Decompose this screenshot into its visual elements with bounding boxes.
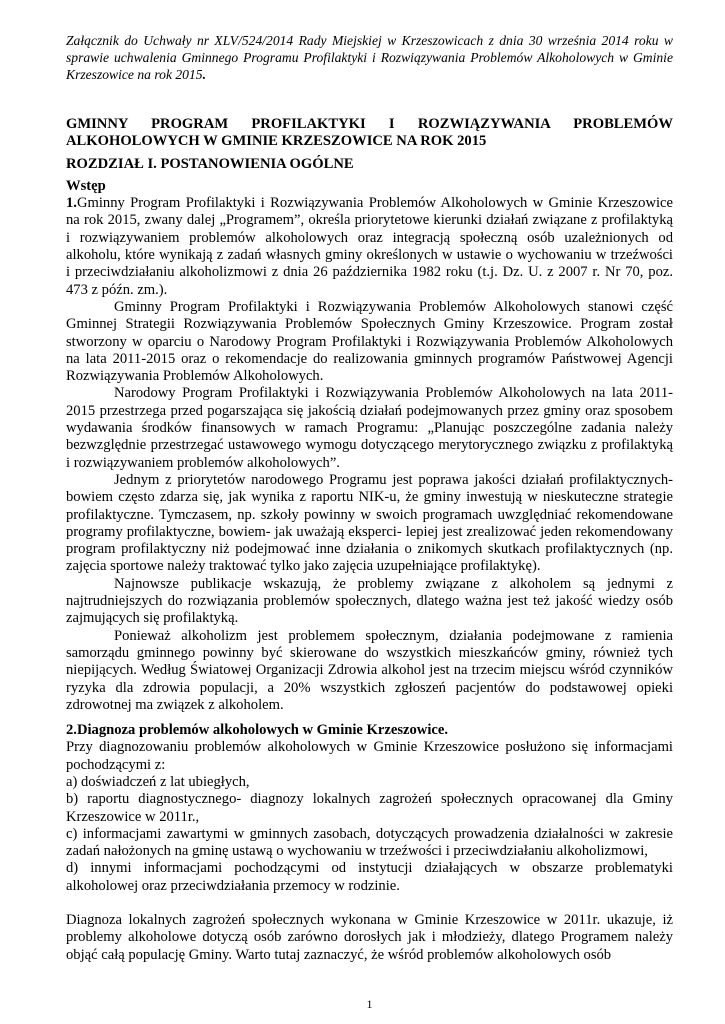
document-page [66,32,673,1018]
resolution-header-note: Załącznik do Uchwały nr XLV/524/2014 Rady Miejskiej w Krzeszowicach z dnia 30 września 2014 roku w sprawie uchwalenia Gminnego Programu Profilaktyki i Rozwiązywania Problemów Alkoholowych w Gminie Krzeszowice na rok 2015. [66,33,673,82]
chapter-heading: ROZDZIAŁ I. POSTANOWIENIA OGÓLNE [66,155,354,172]
intro-paragraph-2: Gminny Program Profilaktyki i Rozwiązywania Problemów Alkoholowych stanowi część Gminnej Strategii Rozwiązywania Problemów Społecznych Gminy Krzeszowice. Program został stworzony w oparciu o Narodowy Program Profilaktyki i Rozwiązywania Problemów Alkoholowych na lata 2011-2015 oraz o rekomendacje do realizowania gminnych programów Państwowej Agencji Rozwiązywania Problemów Alkoholowych. [66,298,673,385]
diagnosis-closing-paragraph: Diagnoza lokalnych zagrożeń społecznych wykonana w Gminie Krzeszowice w 2011r. ukazuje, iż problemy alkoholowe dotyczą osób zarówno dorosłych jak i młodzieży, dlatego Programem należy objąć całą populację Gminy. Warto tutaj zaznaczyć, że wśród problemów alkoholowych osób [66,912,673,963]
diagnosis-item-b: b) raportu diagnostycznego- diagnozy lokalnych zagrożeń społecznych opracowanej dla Gminy Krzeszowice w 2011r., [66,791,673,825]
diagnosis-item-a: a) doświadczeń z lat ubiegłych, [66,773,250,790]
intro-paragraph-4: Jednym z priorytetów narodowego Programu jest poprawa jakości działań profilaktycznych- bowiem często zdarza się, jak wynika z raportu NIK-u, że gminy inwestują w nieskuteczne strategie profilaktyczne. Tymczasem, np. szkoły powinny w swoich programach uwzględniać rekomendowane programy profilaktyczne, bowiem- jak uważają eksperci- lepiej jest zrealizować jeden rekomendowany program profilaktyczny niż podejmować inne działania o znikomych skutkach profilaktycznych (np. zajęcia sportowe należy traktować tylko jako zajęcia uzupełniające profilaktykę). [66,471,673,575]
intro-paragraph-1: 1.Gminny Program Profilaktyki i Rozwiązywania Problemów Alkoholowych w Gminie Krzeszowice na rok 2015, zwany dalej „Programem”, określa priorytetowe kierunki działań związane z profilaktyką i rozwiązywaniem problemów alkoholowych oraz integracją społeczną osób uzależnionych od alkoholu, które wynikają z zadań własnych gminy określonych w ustawie o wychowaniu w trzeźwości i przeciwdziałaniu alkoholizmowi z dnia 26 października 1982 roku (t.j. Dz. U. z 2007 r. Nr 70, poz. 473 z późn. zm.). [66,195,673,298]
page-number: 1 [366,997,373,1011]
diagnosis-item-d: d) innymi informacjami pochodzącymi od instytucji działających w obszarze problematyki alkoholowej oraz przeciwdziałania przemocy w rodzinie. [66,860,673,894]
intro-heading: Wstęp [66,177,106,194]
intro-paragraph-6: Ponieważ alkoholizm jest problemem społecznym, działania podejmowane z ramienia samorządu gminnego powinny być skierowane do wszystkich mieszkańców gminy, również tych niepijących. Według Światowej Organizacji Zdrowia alkohol jest na trzecim miejscu wśród czynników ryzyka dla zdrowia populacji, a 20% wszystkich zgłoszeń pacjentów do podstawowej opieki zdrowotnej ma związek z alkoholem. [66,627,673,713]
intro-paragraph-5: Najnowsze publikacje wskazują, że problemy związane z alkoholem są jednymi z najtrudniejszych do rozwiązania problemów społecznych, dlatego ważna jest też jakość wiedzy osób zajmujących się profilaktyką. [66,575,673,627]
diagnosis-heading: 2.Diagnoza problemów alkoholowych w Gminie Krzeszowice. [66,722,448,739]
diagnosis-lead: Przy diagnozowaniu problemów alkoholowych w Gminie Krzeszowice posłużono się informacjami pochodzącymi z: [66,739,673,773]
intro-paragraph-3: Narodowy Program Profilaktyki i Rozwiązywania Problemów Alkoholowych na lata 2011-2015 przestrzega przed pogarszająca się jakością działań podejmowanych przez gminy oraz sposobem wydawania środków finansowych w ramach Programu: „Planując poszczególne zadania należy bezwzględnie przestrzegać ustawowego wymogu dotyczącego merytorycznego związku z profilaktyką i rozwiązywaniem problemów alkoholowych”. [66,385,673,471]
program-title: GMINNY PROGRAM PROFILAKTYKI I ROZWIĄZYWANIA PROBLEMÓW ALKOHOLOWYCH W GMINIE KRZESZOWICE NA ROK 2015 [66,116,673,150]
diagnosis-item-c: c) informacjami zawartymi w gminnych zasobach, dotyczących prowadzenia działalności w zakresie zadań nałożonych na gminę ustawą o wychowaniu w trzeźwości i przeciwdziałaniu alkoholizmowi, [66,825,673,860]
